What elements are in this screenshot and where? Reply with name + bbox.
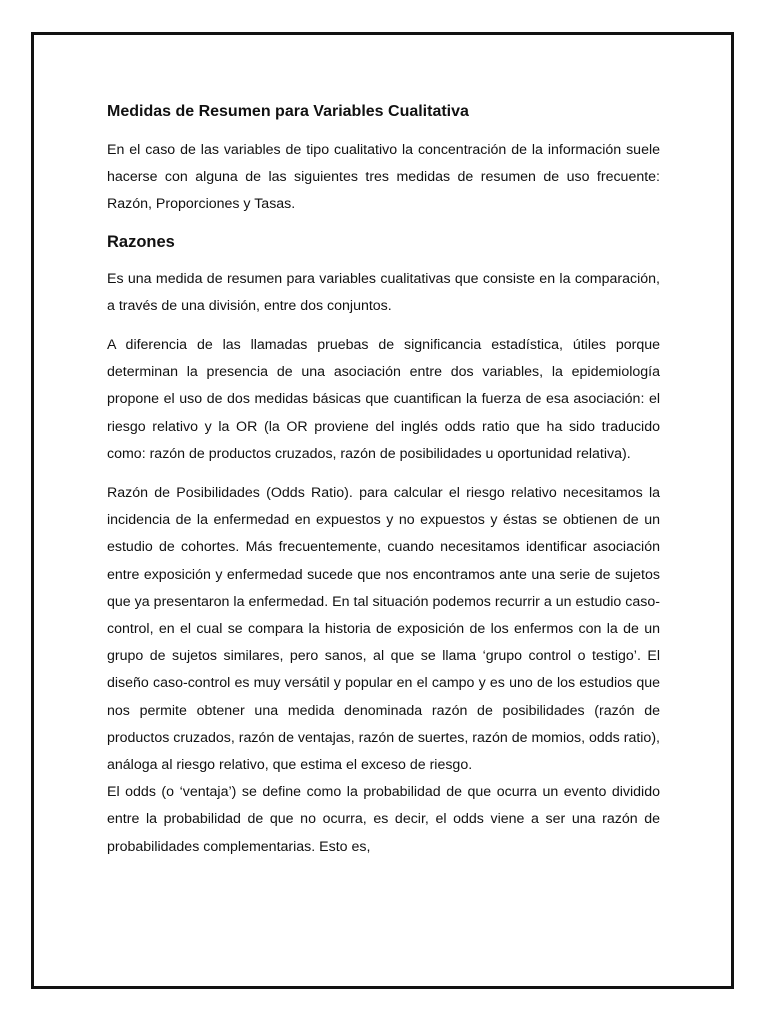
paragraph-significance: A diferencia de las llamadas pruebas de significancia estadística, útiles porque determinan la presencia de una asociación entre dos variables, la epidemiología propone el uso de dos medidas básicas que cuantifican la fuerza de esa asociación: el riesgo relativo y la OR (la OR proviene del inglés odds ratio que ha sido traducido como: razón de productos cruzados, razón de posibilidades u oportunidad relativa). [107,337,660,462]
document-title: Medidas de Resumen para Variables Cualitativa [107,103,469,120]
paragraph-definition: Es una medida de resumen para variables cualitativas que consiste en la comparación, a través de una división, entre dos conjuntos. [107,270,660,314]
section-heading-razones: Razones [107,232,175,251]
intro-paragraph: En el caso de las variables de tipo cualitativo la concentración de la información suele hacerse con alguna de las siguientes tres medidas de resumen de uso frecuente: Razón, Proporciones y Tasas. [107,142,660,213]
paragraph-odds-definition: El odds (o ‘ventaja’) se define como la probabilidad de que ocurra un evento dividido entre la probabilidad de que no ocurra, es decir, el odds viene a ser una razón de probabilidades complementarias. Esto es, [107,784,660,855]
document-body [107,101,660,873]
paragraph-odds-ratio: Razón de Posibilidades (Odds Ratio). para calcular el riesgo relativo necesitamos la incidencia de la enfermedad en expuestos y no expuestos y éstas se obtienen de un estudio de cohortes. Más frecuentemente, cuando necesitamos identificar asociación entre exposición y enfermedad sucede que nos encontramos ante una serie de sujetos que ya presentaron la enfermedad. En tal situación podemos recurrir a un estudio caso-control, en el cual se compara la historia de exposición de los enfermos con la de un grupo de sujetos similares, pero sanos, al que se llama ‘grupo control o testigo’. El diseño caso-control es muy versátil y popular en el campo y es uno de los estudios que nos permite obtener una medida denominada razón de posibilidades (razón de productos cruzados, razón de ventajas, razón de suertes, razón de momios, odds ratio), análoga al riesgo relativo, que estima el exceso de riesgo. [107,485,660,774]
